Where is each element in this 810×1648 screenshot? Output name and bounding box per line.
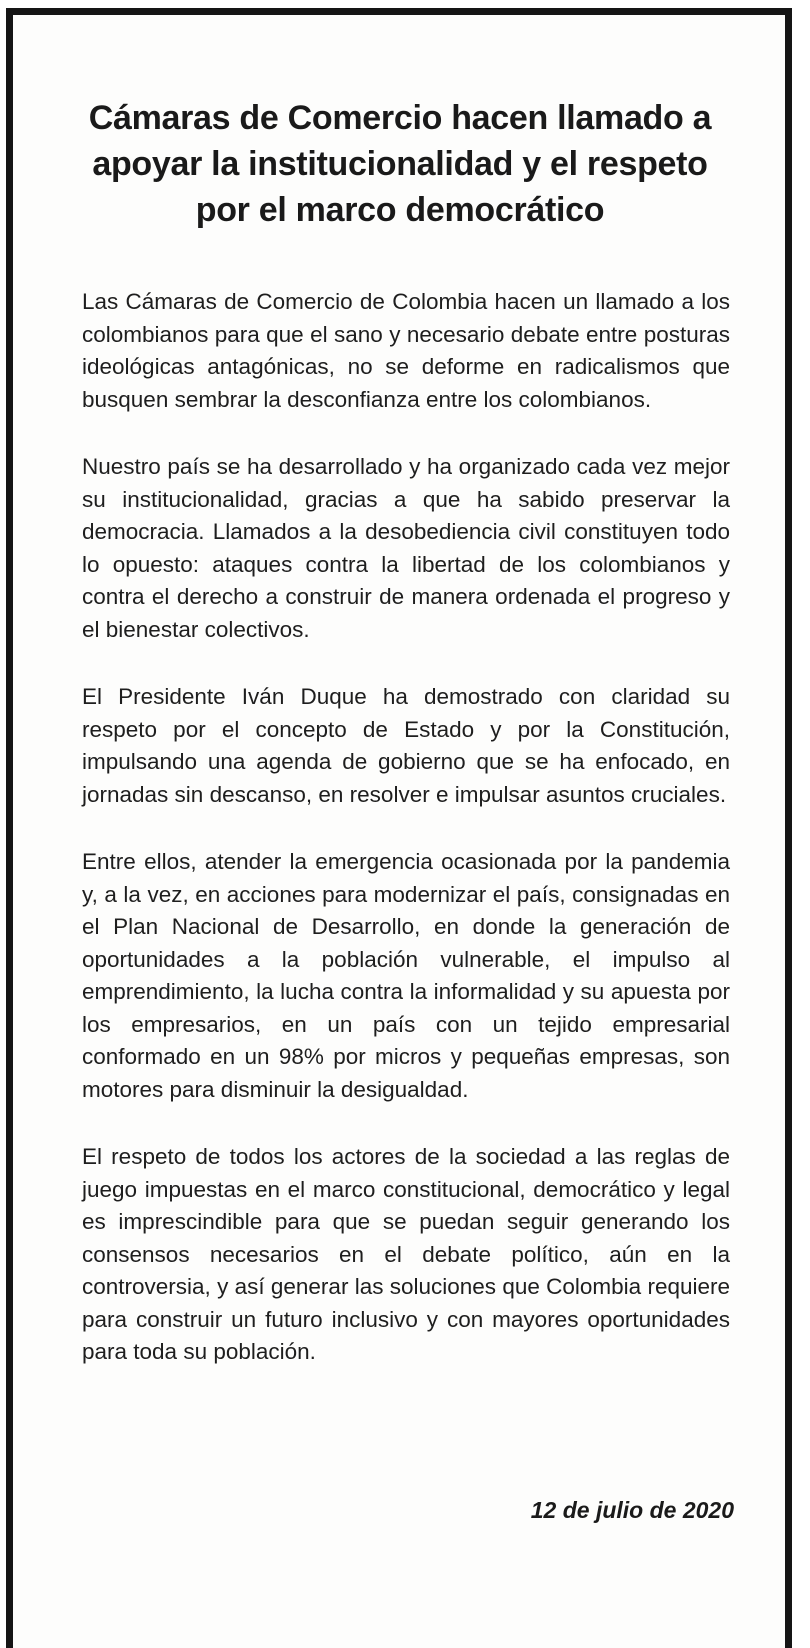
paragraph-4: Entre ellos, atender la emergencia ocasionada por la pandemia y, a la vez, en acciones para modernizar el país, consignadas en el Plan Nacional de Desarrollo, en donde la generación de oportunidades a la población vulnerable, el impulso al emprendimiento, la lucha contra la informalidad y su apuesta por los empresarios, en un país con un tejido empresarial conformado en un 98% por micros y pequeñas empresas, son motores para disminuir la desigualdad. (82, 849, 730, 1102)
paragraph-3: El Presidente Iván Duque ha demostrado con claridad su respeto por el concepto de Estado y por la Constitución, impulsando una agenda de gobierno que se ha enfocado, en jornadas sin descanso, en resolver e impulsar asuntos cruciales. (82, 684, 730, 807)
document-body (82, 286, 730, 1404)
paragraph-1: Las Cámaras de Comercio de Colombia hacen un llamado a los colombianos para que el sano y necesario debate entre posturas ideológicas antagónicas, no se deforme en radicalismos que busquen sembrar la desconfianza entre los colombianos. (82, 289, 730, 412)
paragraph-5: El respeto de todos los actores de la sociedad a las reglas de juego impuestas en el marco constitucional, democrático y legal es imprescindible para que se puedan seguir generando los consensos necesarios en el debate político, aún en la controversia, y así generar las soluciones que Colombia requiere para construir un futuro inclusivo y con mayores oportunidades para toda su población. (82, 1144, 730, 1364)
paragraph-2: Nuestro país se ha desarrollado y ha organizado cada vez mejor su institucionalidad, gracias a que ha sabido preservar la democracia. Llamados a la desobediencia civil constituyen todo lo opuesto: ataques contra la libertad de los colombianos y contra el derecho a construir de manera ordenada el progreso y el bienestar colectivos. (82, 454, 730, 642)
document-title: Cámaras de Comercio hacen llamado a apoyar la institucionalidad y el respeto por el marco democrático (88, 99, 712, 229)
document-date: 12 de julio de 2020 (530, 1497, 734, 1523)
